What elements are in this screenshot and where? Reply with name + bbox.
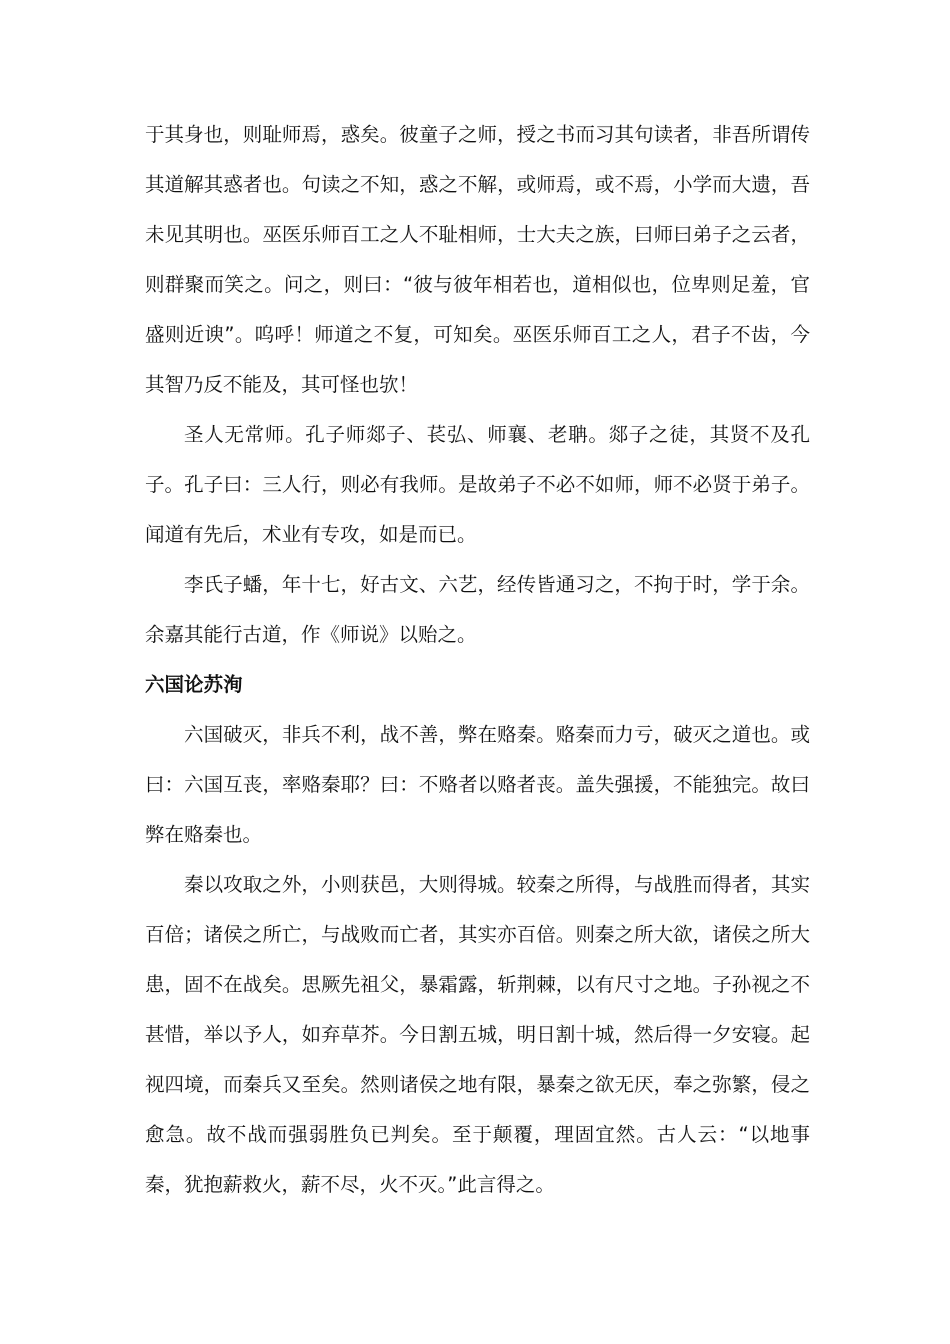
section-heading: 六国论苏洵 (145, 673, 243, 696)
paragraph-liuguo-1: 六国破灭，非兵不利，战不善，弊在赂秦。赂秦而力亏，破灭之道也。或曰：六国互丧，率赂秦耶？曰：不赂者以赂者丧。盖失强援，不能独完。故曰弊在赂秦也。 (145, 723, 810, 846)
paragraph-shishuo-2: 圣人无常师。孔子师郯子、苌弘、师襄、老聃。郯子之徒，其贤不及孔子。孔子曰：三人行，则必有我师。是故弟子不必不如师，师不必贤于弟子。闻道有先后，术业有专攻，如是而已。 (145, 423, 810, 546)
paragraph-liuguo-2: 秦以攻取之外，小则获邑，大则得城。较秦之所得，与战胜而得者，其实百倍；诸侯之所亡，与战败而亡者，其实亦百倍。则秦之所大欲，诸侯之所大患，固不在战矣。思厥先祖父，暴霜露，斩荆棘，以有尺寸之地。子孙视之不甚惜，举以予人，如弃草芥。今日割五城，明日割十城，然后得一夕安寝。起视四境，而秦兵又至矣。然则诸侯之地有限，暴秦之欲无厌，奉之弥繁，侵之愈急。故不战而强弱胜负已判矣。至于颠覆，理固宜然。古人云：“以地事秦，犹抱薪救火，薪不尽，火不灭。”此言得之。 (145, 873, 810, 1196)
paragraph-shishuo-3: 李氏子蟠，年十七，好古文、六艺，经传皆通习之，不拘于时，学于余。余嘉其能行古道，作《师说》以贻之。 (145, 573, 810, 646)
paragraph-shishuo-1: 于其身也，则耻师焉，惑矣。彼童子之师，授之书而习其句读者，非吾所谓传其道解其惑者也。句读之不知，惑之不解，或师焉，或不焉，小学而大遗，吾未见其明也。巫医乐师百工之人不耻相师，士大夫之族，曰师曰弟子之云者，则群聚而笑之。问之，则曰：“彼与彼年相若也，道相似也，位卑则足羞，官盛则近谀”。呜呼！师道之不复，可知矣。巫医乐师百工之人，君子不齿，今其智乃反不能及，其可怪也欤！ (145, 123, 810, 396)
document-page (145, 110, 810, 1210)
